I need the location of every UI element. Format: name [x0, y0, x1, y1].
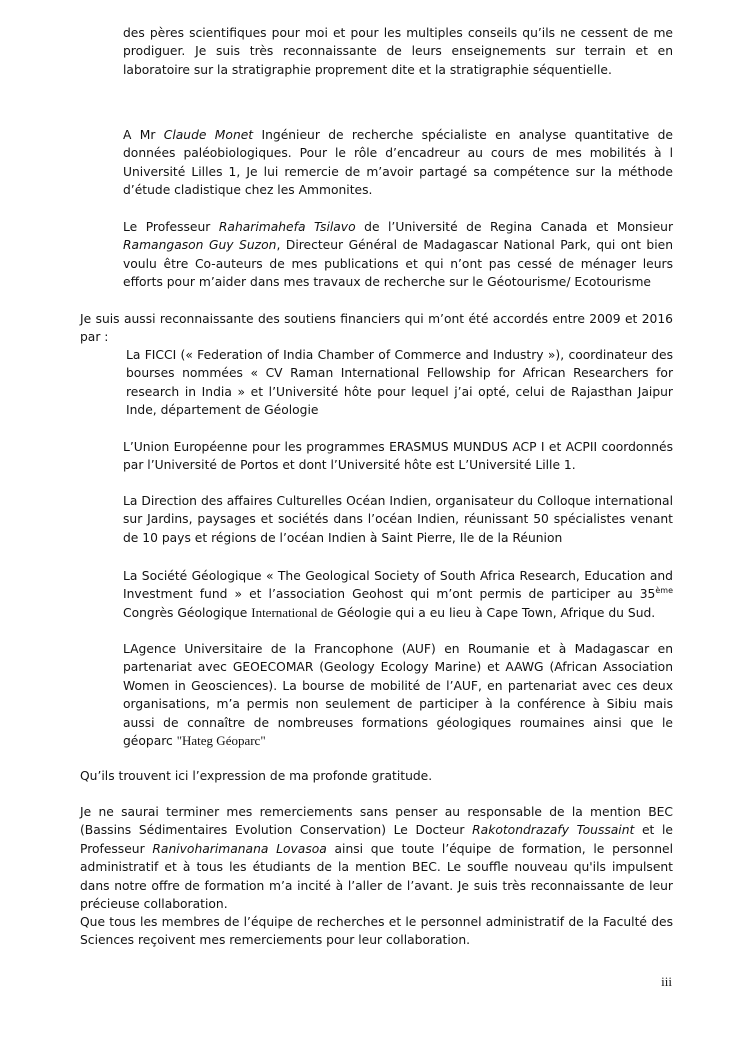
- superscript: ème: [655, 586, 673, 596]
- paragraph-claude-monet: [123, 126, 673, 200]
- person-name: Ranivoharimanana Lovasoa: [152, 841, 327, 856]
- paragraph-text: Je suis aussi reconnaissante des soutiens financiers qui m’ont été accordés entre 2009 et 2016 par :: [80, 312, 673, 345]
- paragraph-auf: [123, 640, 673, 750]
- paragraph-text: International de: [251, 604, 334, 620]
- person-name: Ramangason Guy Suzon: [123, 238, 277, 253]
- paragraph-text: Qu’ils trouvent ici l’expression de ma profonde gratitude.: [80, 769, 433, 783]
- paragraph-text: LAgence Universitaire de la Francophone (AUF) en Roumanie et à Madagascar en partenariat avec GEOECOMAR (Geology Ecology Marine) et AAWG (African Association Women in Geosciences). La bourse de mobilité de l’AUF, en partenariat avec ces deux organisations, m’a permis non seulement de participer à la conférence à Sibiu mais aussi de connaître de nombreuses formations géologiques roumaines ainsi que le géoparc: [123, 642, 673, 749]
- paragraph-culture-ocean-indien: [123, 492, 673, 547]
- paragraph-bec: [80, 803, 673, 913]
- paragraph-text: A Mr: [123, 128, 164, 142]
- paragraph-text: des pères scientifiques pour moi et pour les multiples conseils qu’ils ne cessent de me prodiguer. Je suis très reconnaissante de leurs enseignements sur terrain et en laboratoire sur la stratigraphie proprement dite et la stratigraphie séquentielle.: [123, 26, 673, 77]
- paragraph-text: de l’Université de Regina Canada et Monsieur: [355, 220, 674, 234]
- paragraph-text: Que tous les membres de l’équipe de recherches et le personnel administratif de la Faculté des Sciences reçoivent mes remerciements pour leur collaboration.: [80, 915, 673, 948]
- paragraph-coauthors: [123, 218, 673, 292]
- paragraph-geological-society: [123, 567, 673, 622]
- paragraph-text: Ingénieur de recherche spécialiste en analyse quantitative de données paléobiologiques. Pour le rôle d’encadreur au cours de mes mobilités à l Université Lilles 1, Je lui remercie de m’avoir partagé sa compétence sur la méthode d’étude cladistique chez les Ammonites.: [123, 128, 673, 198]
- paragraph-erasmus: [123, 438, 673, 475]
- paragraph-text: , Directeur Général de Madagascar National Park, qui ont bien voulu être Co-auteurs de mes publications et qui n’ont pas cessé de ménager leurs efforts pour m’aider dans mes travaux de recherche sur le Géotourisme/ Ecotourisme: [123, 238, 673, 290]
- paragraph-gratitude: [80, 767, 673, 785]
- paragraph-ficci: [126, 346, 673, 420]
- paragraph-text: Congrès Géologique: [123, 605, 252, 620]
- person-name: Rakotondrazafy Toussaint: [472, 823, 635, 838]
- paragraph-text: et le Professeur: [80, 823, 673, 856]
- paragraph-text: La Société Géologique « The Geological Society of South Africa Research, Education and Investment fund » et l’association Geohost qui m’ont permis de participer au 35: [123, 569, 673, 602]
- paragraph-scientific-fathers: [123, 24, 673, 79]
- paragraph-text: La Direction des affaires Culturelles Océan Indien, organisateur du Colloque international sur Jardins, paysages et sociétés dans l’océan Indien, réunissant 50 spécialistes venant de 10 pays et régions de l’océan Indien à Saint Pierre, Ile de la Réunion: [123, 494, 673, 545]
- paragraph-text: Géologie qui a eu lieu à Cape Town, Afrique du Sud.: [333, 605, 656, 620]
- paragraph-text: ainsi que toute l’équipe de formation, le personnel administratif et à tous les étudiants de la mention BEC. Le souffle nouveau qu'ils impulsent dans notre offre de formation m’a incité à l’aller de l’avant. Je suis très reconnaissante de leur précieuse collaboration.: [80, 841, 673, 912]
- paragraph-financial-support: [80, 310, 673, 347]
- person-name: Claude Monet: [163, 128, 254, 142]
- paragraph-text: L’Union Européenne pour les programmes ERASMUS MUNDUS ACP I et ACPII coordonnés par l’Université de Portos et dont l’Université hôte est L’Université Lille 1.: [123, 440, 673, 473]
- paragraph-text: "Hateg Géoparc": [176, 733, 266, 749]
- page-number: iii: [661, 974, 672, 989]
- paragraph-text: La FICCI (« Federation of India Chamber of Commerce and Industry »), coordinateur des bourses nommées « CV Raman International Fellowship for African Researchers for research in India » et l’Université hôte pour lequel j’ai opté, celui de Rajasthan Jaipur Inde, département de Géologie: [126, 348, 673, 418]
- person-name: Raharimahefa Tsilavo: [218, 220, 356, 234]
- paragraph-text: Je ne saurai terminer mes remerciements sans penser au responsable de la mention BEC (Bassins Sédimentaires Evolution Conservation) Le Docteur: [80, 805, 673, 838]
- paragraph-text: Le Professeur: [123, 220, 219, 234]
- paragraph-faculty: [80, 913, 673, 950]
